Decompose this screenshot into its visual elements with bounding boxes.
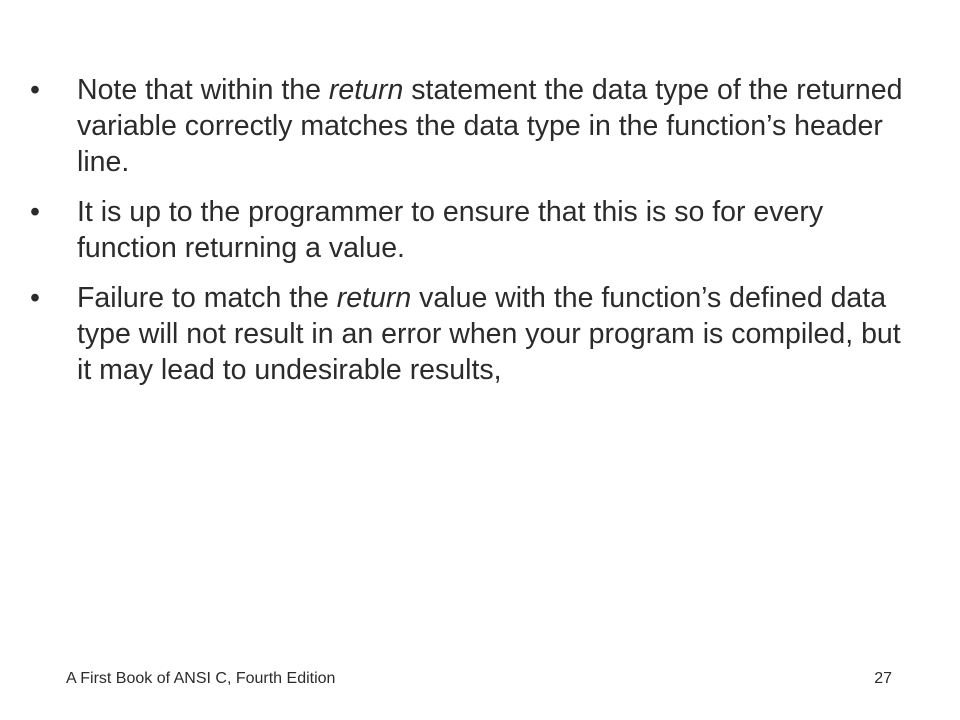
slide-body — [30, 72, 910, 402]
bullet-text-keyword: return — [328, 74, 404, 106]
footer-page-number: 27 — [874, 670, 892, 687]
bullet-item-2 — [30, 194, 910, 266]
bullet-text-keyword: return — [336, 282, 412, 314]
bullet-item-3 — [30, 280, 910, 388]
bullet-icon: • — [30, 282, 40, 314]
bullet-item-1 — [30, 72, 910, 180]
bullet-text-3 — [77, 282, 901, 386]
bullet-text-segment: It is up to the programmer to ensure that this is so for every function returning a value. — [77, 196, 824, 264]
footer-book-title: A First Book of ANSI C, Fourth Edition — [66, 670, 336, 687]
bullet-icon: • — [30, 74, 40, 106]
bullet-text-1 — [77, 74, 902, 178]
bullet-text-segment: Failure to match the — [77, 282, 337, 314]
bullet-text-segment: statement the data type of the returned variable correctly matches the data type in the function’s header line. — [77, 74, 903, 178]
bullet-text-segment: value with the function’s defined data type will not result in an error when your program is compiled, but it may lead to undesirable results, — [77, 282, 901, 386]
bullet-text-segment: Note that within the — [77, 74, 329, 106]
bullet-text-2 — [77, 196, 823, 264]
bullet-icon: • — [30, 196, 40, 228]
